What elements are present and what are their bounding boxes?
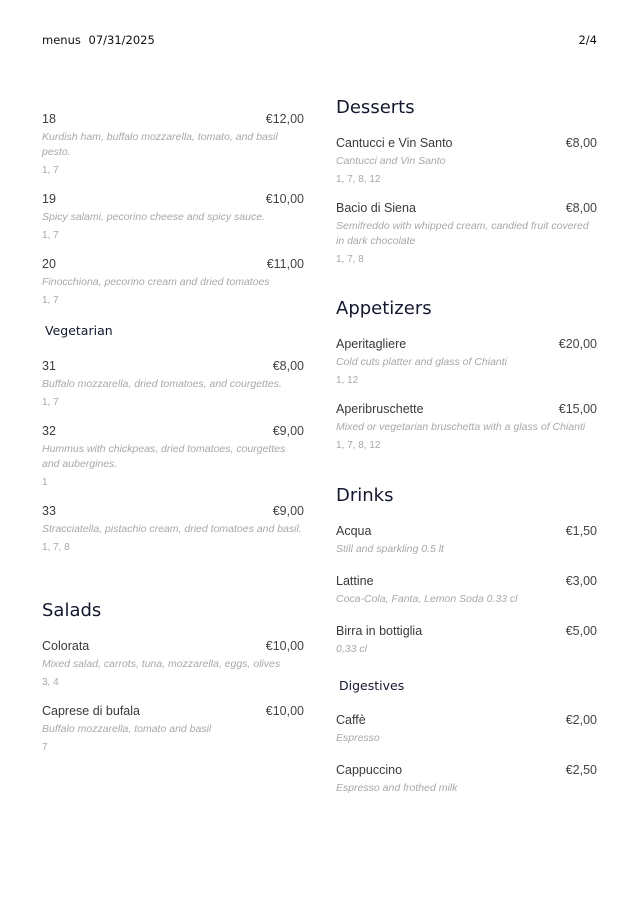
menu-list bbox=[42, 637, 304, 767]
menu-item-header bbox=[336, 522, 597, 540]
menu-item-header bbox=[42, 702, 304, 720]
menu-item-name: Cantucci e Vin Santo bbox=[336, 136, 453, 150]
menu-item-allergens: 1, 7, 8 bbox=[336, 254, 364, 265]
menu-item-name: 20 bbox=[42, 257, 56, 271]
menu-item-price: €10,00 bbox=[265, 704, 304, 718]
menu-item-description: Cold cuts platter and glass of Chianti bbox=[336, 356, 508, 368]
menu-item bbox=[42, 110, 304, 178]
menu-item-name: Caffè bbox=[336, 713, 366, 727]
menu-item-name: Caprese di bufala bbox=[42, 704, 140, 718]
menu-item-price: €11,00 bbox=[266, 257, 304, 271]
menu-item-header bbox=[42, 422, 304, 440]
menu-item-price: €15,00 bbox=[558, 402, 597, 416]
section-title-drinks: Drinks bbox=[336, 485, 394, 506]
menu-item-description: Cantucci and Vin Santo bbox=[336, 155, 446, 167]
menu-item bbox=[42, 357, 304, 410]
menu-item-allergens: 3, 4 bbox=[42, 677, 59, 688]
menu-item-description: Buffalo mozzarella, tomato and basil bbox=[42, 723, 212, 735]
menu-item-description: Finocchiona, pecorino cream and dried tomatoes bbox=[42, 276, 270, 288]
menu-item-price: €8,00 bbox=[565, 201, 597, 215]
menu-item-name: 32 bbox=[42, 424, 56, 438]
menu-item-description: Buffalo mozzarella, dried tomatoes, and courgettes. bbox=[42, 378, 282, 390]
menu-item-price: €9,00 bbox=[272, 504, 304, 518]
menu-item-allergens: 1, 7, 8, 12 bbox=[336, 440, 381, 451]
menu-item-price: €3,00 bbox=[565, 574, 597, 588]
menu-item bbox=[336, 400, 597, 453]
menu-item-name: 31 bbox=[42, 359, 56, 373]
menu-item-description: Stracciatella, pistachio cream, dried tomatoes and basil. bbox=[42, 523, 302, 535]
menu-item bbox=[336, 522, 597, 557]
menu-item-name: 18 bbox=[42, 112, 56, 126]
menu-item bbox=[336, 761, 597, 796]
menu-item-price: €9,00 bbox=[272, 424, 304, 438]
menu-item-header bbox=[336, 134, 597, 152]
menu-item-description: Kurdish ham, buffalo mozzarella, tomato, and basil pesto. bbox=[42, 131, 278, 158]
menu-item-price: €12,00 bbox=[265, 112, 304, 126]
menu-item-header bbox=[42, 190, 304, 208]
menu-item-header bbox=[42, 637, 304, 655]
section-title-desserts: Desserts bbox=[336, 97, 415, 118]
menu-item-name: Lattine bbox=[336, 574, 374, 588]
menu-list bbox=[42, 110, 304, 320]
subsection-title-digestives: Digestives bbox=[339, 678, 405, 693]
menu-item-price: €1,50 bbox=[565, 524, 597, 538]
menu-item bbox=[336, 199, 597, 267]
menu-item bbox=[336, 335, 597, 388]
menu-item-description: Semifreddo with whipped cream, candied fruit covered in dark chocolate bbox=[336, 220, 589, 247]
menu-item-name: Bacio di Siena bbox=[336, 201, 416, 215]
menu-item bbox=[42, 502, 304, 555]
menu-item-header bbox=[336, 199, 597, 217]
menu-item bbox=[42, 637, 304, 690]
menu-item-description: Hummus with chickpeas, dried tomatoes, courgettes and aubergines. bbox=[42, 443, 286, 470]
document-header bbox=[42, 33, 155, 47]
menu-item-price: €20,00 bbox=[558, 337, 597, 351]
section-title-salads: Salads bbox=[42, 600, 102, 621]
menu-item-price: €8,00 bbox=[272, 359, 304, 373]
menu-item bbox=[42, 422, 304, 490]
menu-item-name: 19 bbox=[42, 192, 56, 206]
menu-list bbox=[336, 522, 597, 672]
menu-list bbox=[336, 134, 597, 279]
menu-item-header bbox=[42, 502, 304, 520]
menu-item-header bbox=[42, 110, 304, 128]
menu-item bbox=[42, 190, 304, 243]
menu-item-header bbox=[42, 357, 304, 375]
menu-item-price: €10,00 bbox=[265, 192, 304, 206]
menu-item-allergens: 1, 7, 8 bbox=[42, 542, 70, 553]
menu-item-header bbox=[336, 400, 597, 418]
document-date: 07/31/2025 bbox=[88, 33, 155, 47]
menu-item-description: Mixed or vegetarian bruschetta with a glass of Chianti bbox=[336, 421, 586, 433]
menu-item-header bbox=[336, 711, 597, 729]
menu-list bbox=[336, 335, 597, 465]
menu-item-allergens: 7 bbox=[42, 742, 48, 753]
menu-item-price: €10,00 bbox=[265, 639, 304, 653]
menu-item-price: €5,00 bbox=[565, 624, 597, 638]
menu-item-header bbox=[336, 335, 597, 353]
menu-item-description: Espresso bbox=[336, 732, 380, 744]
subsection-title-vegetarian: Vegetarian bbox=[45, 323, 113, 338]
menu-item-header bbox=[336, 572, 597, 590]
menu-item bbox=[336, 572, 597, 607]
menu-item-price: €2,50 bbox=[565, 763, 597, 777]
menu-item-name: Aperibruschette bbox=[336, 402, 424, 416]
menu-item-allergens: 1, 7 bbox=[42, 165, 59, 176]
menu-list bbox=[42, 357, 304, 567]
menu-item-header bbox=[336, 761, 597, 779]
menu-item-allergens: 1, 12 bbox=[336, 375, 359, 386]
menu-item-allergens: 1, 7 bbox=[42, 230, 59, 241]
menu-item-name: Aperitagliere bbox=[336, 337, 407, 351]
menu-item bbox=[42, 255, 304, 308]
menu-item-header bbox=[42, 255, 304, 273]
menu-item-name: Cappuccino bbox=[336, 763, 403, 777]
menu-item-allergens: 1 bbox=[42, 477, 48, 488]
menu-item bbox=[336, 711, 597, 746]
menu-item-description: Espresso and frothed milk bbox=[336, 782, 458, 794]
menu-item-price: €2,00 bbox=[565, 713, 597, 727]
menu-item-allergens: 1, 7 bbox=[42, 295, 59, 306]
menu-item bbox=[336, 134, 597, 187]
menu-item-description: Still and sparkling 0.5 lt bbox=[336, 543, 444, 555]
page-number: 2/4 bbox=[578, 33, 597, 47]
menu-item bbox=[336, 622, 597, 657]
section-title-appetizers: Appetizers bbox=[336, 298, 432, 319]
menu-item-allergens: 1, 7, 8, 12 bbox=[336, 174, 381, 185]
menu-item-name: Acqua bbox=[336, 524, 372, 538]
menu-item-name: 33 bbox=[42, 504, 56, 518]
menu-item-description: Spicy salami, pecorino cheese and spicy sauce. bbox=[42, 211, 265, 223]
menu-list bbox=[336, 711, 597, 811]
menu-item-description: Mixed salad, carrots, tuna, mozzarella, eggs, olives bbox=[42, 658, 281, 670]
menu-item-price: €8,00 bbox=[565, 136, 597, 150]
menu-item-allergens: 1, 7 bbox=[42, 397, 59, 408]
menu-item-header bbox=[336, 622, 597, 640]
menu-item-name: Birra in bottiglia bbox=[336, 624, 423, 638]
menu-item-description: Coca-Cola, Fanta, Lemon Soda 0.33 cl bbox=[336, 593, 518, 605]
document-title: menus bbox=[42, 33, 81, 47]
menu-item bbox=[42, 702, 304, 755]
menu-item-description: 0,33 cl bbox=[336, 643, 367, 655]
menu-item-name: Colorata bbox=[42, 639, 90, 653]
